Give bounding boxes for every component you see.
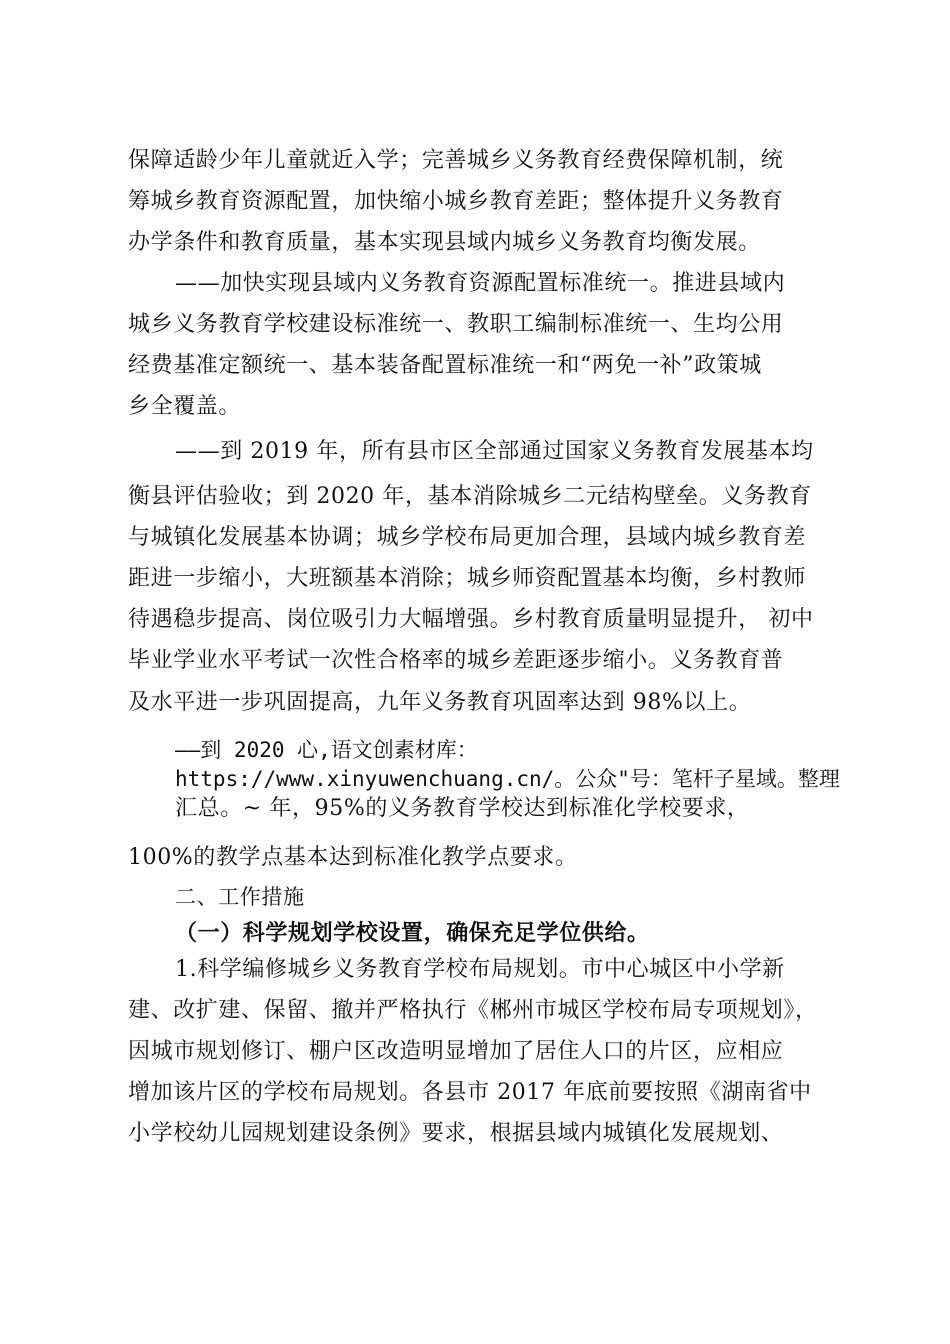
- text-line: 距进一步缩小，大班额基本消除；城乡师资配置基本均衡，乡村教师: [128, 566, 807, 591]
- text-line: 因城市规划修订、棚户区改造明显增加了居住人口的片区，应相应: [128, 1039, 784, 1064]
- text-line: 保障适龄少年儿童就近入学；完善城乡义务教育经费保障机制，统: [128, 148, 784, 173]
- subsection-heading: （一）科学规划学校设置，确保充足学位供给。: [175, 921, 650, 946]
- text-line: 乡全覆盖。: [128, 394, 242, 419]
- text-line: 衡县评估验收；到 2020 年，基本消除城乡二元结构壁垒。义务教育: [128, 484, 812, 509]
- text-line: 小学校幼儿园规划建设条例》要求，根据县域内城镇化发展规划、: [128, 1121, 784, 1146]
- text-line: 及水平进一步巩固提高，九年义务教育巩固率达到 98%以上。: [128, 690, 752, 715]
- watermark-line: ——到 2020 心,语文创素材库：: [175, 738, 478, 762]
- text-line: 办学条件和教育质量，基本实现县域内城乡义务教育均衡发展。: [128, 230, 761, 255]
- text-line: 毕业学业水平考试一次性合格率的城乡差距逐步缩小。义务教育普: [128, 648, 784, 673]
- text-line: 100%的教学点基本达到标准化教学点要求。: [128, 845, 578, 870]
- text-line: 经费基准定额统一、基本装备配置标准统一和“两免一补”政策城: [128, 353, 762, 378]
- text-line: ——到 2019 年，所有县市区全部通过国家义务教育发展基本均: [175, 439, 814, 464]
- text-line: 1.科学编修城乡义务教育学校布局规划。市中心城区中小学新: [175, 957, 785, 982]
- text-line: 建、改扩建、保留、撤并严格执行《郴州市城区学校布局专项规划》，: [128, 998, 818, 1023]
- section-heading: 二、工作措施: [175, 885, 305, 909]
- text-line: 待遇稳步提高、岗位吸引力大幅增强。乡村教育质量明显提升， 初中: [128, 607, 814, 632]
- watermark-line: https://www.xinyuwenchuang.cn/。公众"号：笔杆子星域。整理: [175, 767, 840, 791]
- text-line: 汇总。~ 年，95%的义务教育学校达到标准化学校要求，: [175, 796, 750, 821]
- text-line: 城乡义务教育学校建设标准统一、教职工编制标准统一、生均公用: [128, 312, 784, 337]
- text-line: 筹城乡教育资源配置，加快缩小城乡教育差距；整体提升义务教育: [128, 189, 784, 214]
- text-line: 增加该片区的学校布局规划。各县市 2017 年底前要按照《湖南省中: [128, 1080, 812, 1105]
- text-line: ——加快实现县域内义务教育资源配置标准统一。推进县域内: [175, 271, 786, 296]
- text-line: 与城镇化发展基本协调；城乡学校布局更加合理，县域内城乡教育差: [128, 525, 807, 550]
